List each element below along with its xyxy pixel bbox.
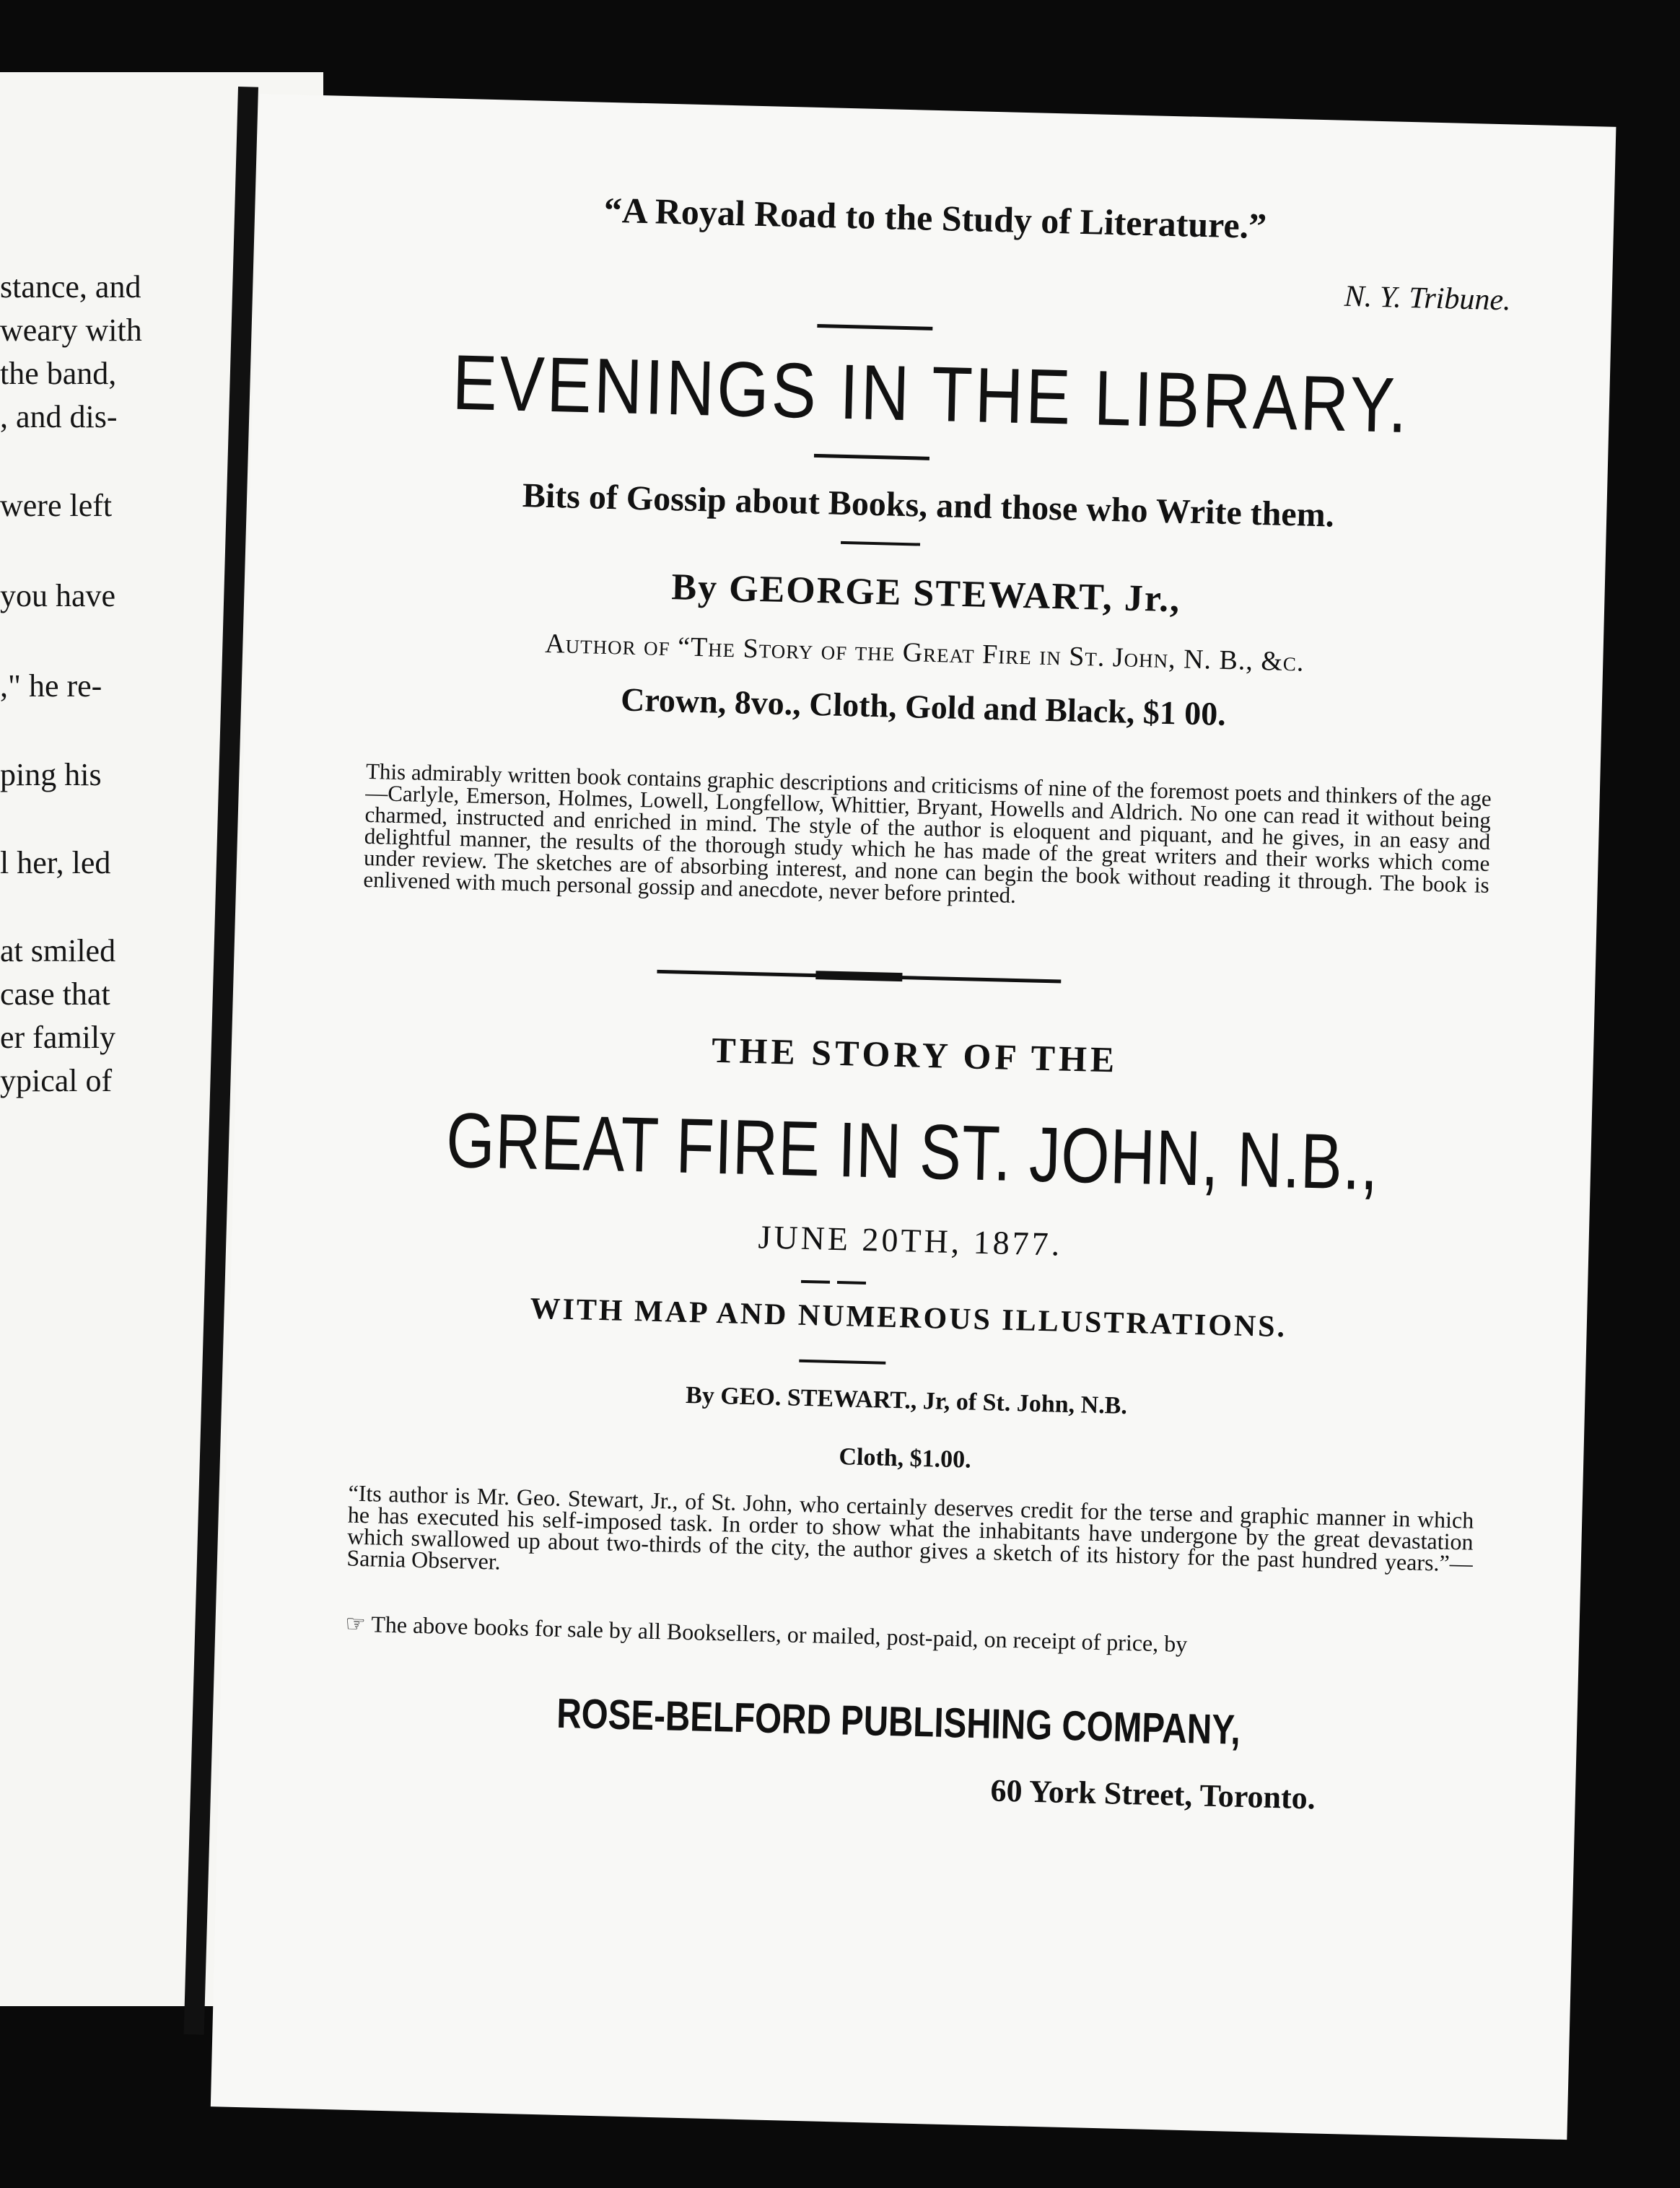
book2-pre-title: THE STORY OF THE <box>711 1029 1119 1080</box>
left-page-line: weary with <box>0 312 142 348</box>
sale-note: ☞ The above books for sale by all Booksellers, or mailed, post-paid, on receipt of price, by <box>344 1610 1188 1658</box>
left-page-line: ping his <box>0 757 102 792</box>
divider <box>801 1280 830 1284</box>
left-page-line: were left <box>0 488 113 523</box>
book1-author: By GEORGE STEWART, Jr., <box>670 566 1181 621</box>
divider <box>814 454 929 460</box>
book2-review: “Its author is Mr. Geo. Stewart, Jr., of St. John, who certainly deserves credit for the terse and graphic manner in which he has executed his self-imposed task. In order to show what the inhabitants have undergone by the great devastation which swallowed up about two-thirds of the city, the author gives a sketch of its history for the past hundred years.”—Sarnia Observer. <box>346 1479 1474 1577</box>
book1-price: Crown, 8vo., Cloth, Gold and Black, $1 00. <box>620 681 1227 732</box>
publisher-address: 60 York Street, Toronto. <box>990 1772 1316 1816</box>
book2-price: Cloth, $1.00. <box>839 1443 972 1474</box>
left-page-line: stance, and <box>0 269 141 305</box>
book1-subtitle: Bits of Gossip about Books, and those who Write them. <box>522 476 1335 535</box>
left-page-line: l her, led <box>0 845 111 880</box>
left-page-line: case that <box>0 976 110 1012</box>
left-page-line: at smiled <box>0 933 116 968</box>
left-page-line: er family <box>0 1020 116 1055</box>
left-page-line: ," he re- <box>0 668 102 704</box>
divider <box>837 1281 866 1285</box>
left-page-line: , and dis- <box>0 399 118 434</box>
left-page-line: ypical of <box>0 1063 113 1098</box>
left-page-line: you have <box>0 578 116 613</box>
left-page-line: the band, <box>0 356 117 391</box>
book2-title: GREAT FIRE IN ST. JOHN, N.B., <box>445 1095 1380 1207</box>
divider <box>799 1360 885 1365</box>
right-page <box>211 94 1616 2140</box>
book2-author: By GEO. STEWART., Jr, of St. John, N.B. <box>685 1381 1128 1419</box>
quote-attribution: N. Y. Tribune. <box>1344 279 1512 318</box>
book1-description: This admirably written book contains graphic descriptions and criticisms of nine of the foremost poets and thinkers of the age—Carlyle, Emerson, Holmes, Lowell, Longfellow, Whittier, Bryant, Howells and Aldrich. No one can read it without being charmed, instructed and enriched in mind. The style of the author is eloquent and piquant, and he gives, in an easy and delightful manner, the results of the thorough study which he has made of the great writers and their works which come under review. The sketches are of absorbing interest, and none can begin the book without reading it through. The book is enlivened with much personal gossip and anecdote, never before printed. <box>363 758 1492 908</box>
publisher-name: ROSE-BELFORD PUBLISHING COMPANY, <box>556 1689 1241 1754</box>
divider <box>841 541 920 546</box>
book1-author-of: Author of “The Story of the Great Fire in St. John, N. B., &c. <box>544 628 1305 678</box>
book2-date: JUNE 20TH, 1877. <box>757 1218 1063 1263</box>
section-divider-center <box>815 971 902 981</box>
tagline-quote: “A Royal Road to the Study of Literature.” <box>603 189 1267 247</box>
book2-features: WITH MAP AND NUMEROUS ILLUSTRATIONS. <box>529 1292 1287 1344</box>
divider <box>817 324 932 331</box>
book1-title: EVENINGS IN THE LIBRARY. <box>451 338 1411 450</box>
